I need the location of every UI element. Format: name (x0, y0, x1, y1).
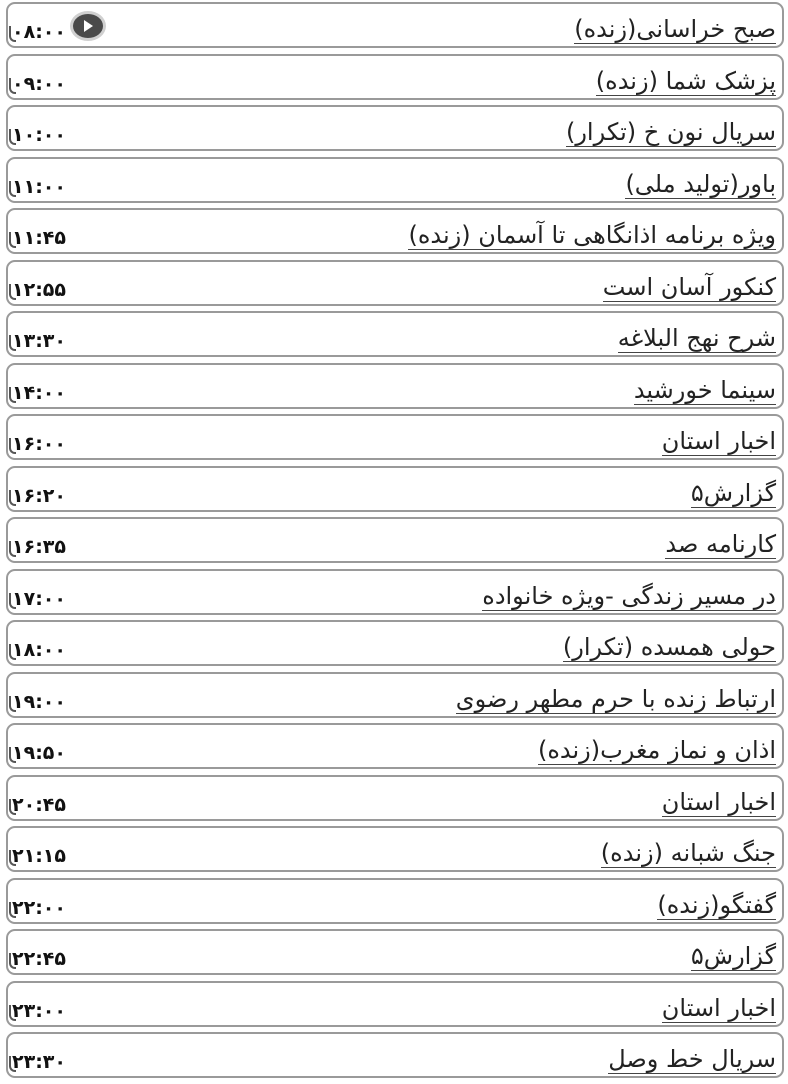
program-title: گفتگو(زنده) (657, 890, 776, 919)
program-time: ۲۳:۰۰ (12, 999, 66, 1022)
schedule-row[interactable] (6, 517, 784, 563)
program-title: پزشک شما (زنده) (595, 66, 776, 95)
schedule-row[interactable] (6, 260, 784, 306)
program-time: ۱۶:۲۰ (12, 484, 66, 507)
program-time: ۱۶:۰۰ (12, 433, 66, 455)
program-time: ۱۹:۰۰ (12, 690, 66, 713)
schedule-row[interactable] (6, 414, 784, 460)
program-title: گزارش۵ (690, 942, 776, 970)
program-title: باور(تولید ملی) (625, 169, 776, 198)
program-time: ۱۱:۴۵ (12, 227, 66, 249)
program-title: شرح نهج البلاغه (617, 324, 776, 352)
schedule-row[interactable] (6, 775, 784, 821)
program-title: اخبار استان (661, 993, 776, 1022)
program-title: در مسیر زندگی -ویژه خانواده (482, 581, 776, 610)
program-title: سریال نون خ (تکرار) (565, 118, 776, 146)
program-time: ۲۲:۴۵ (12, 948, 66, 970)
program-time: ۱۸:۰۰ (12, 639, 66, 661)
program-time: ۱۳:۳۰ (12, 330, 66, 352)
schedule-row[interactable] (6, 826, 784, 872)
play-icon (81, 19, 95, 33)
program-time: ۱۲:۵۵ (12, 278, 66, 301)
program-time: ۲۰:۴۵ (12, 793, 66, 816)
schedule-row[interactable] (6, 54, 784, 100)
schedule-row[interactable] (6, 105, 784, 151)
program-time: ۱۰:۰۰ (12, 124, 66, 146)
program-title: سینما خورشید (633, 375, 776, 404)
schedule-row[interactable] (6, 466, 784, 512)
program-title: کارنامه صد (665, 530, 776, 558)
schedule-row[interactable] (6, 1032, 784, 1078)
schedule-list (6, 2, 784, 1084)
play-button[interactable] (70, 11, 106, 41)
schedule-row[interactable] (6, 2, 784, 48)
program-title: ارتباط زنده با حرم مطهر رضوی (455, 684, 776, 713)
schedule-row[interactable] (6, 723, 784, 769)
program-title: سریال خط وصل (608, 1045, 776, 1073)
schedule-row[interactable] (6, 672, 784, 718)
program-title: حولی همسده (تکرار) (562, 633, 776, 661)
program-title: صبح خراسانی(زنده) (574, 15, 776, 43)
program-time: ۱۷:۰۰ (12, 587, 66, 610)
program-title: اخبار استان (661, 787, 776, 816)
schedule-row[interactable] (6, 208, 784, 254)
schedule-row[interactable] (6, 981, 784, 1027)
schedule-row[interactable] (6, 929, 784, 975)
program-title: اخبار استان (661, 427, 776, 455)
program-title: گزارش۵ (690, 478, 776, 507)
program-time: ۱۹:۵۰ (12, 742, 66, 764)
program-time: ۰۸:۰۰ (12, 21, 66, 43)
program-time: ۱۶:۳۵ (12, 536, 66, 558)
schedule-row[interactable] (6, 363, 784, 409)
schedule-row[interactable] (6, 620, 784, 666)
program-time: ۰۹:۰۰ (12, 72, 66, 95)
program-time: ۲۲:۰۰ (12, 896, 66, 919)
program-title: کنکور آسان است (602, 272, 776, 301)
program-time: ۲۱:۱۵ (12, 845, 66, 867)
program-title: اذان و نماز مغرب(زنده) (537, 736, 776, 764)
program-title: جنگ شبانه (زنده) (600, 839, 776, 867)
program-time: ۱۴:۰۰ (12, 381, 66, 404)
program-time: ۲۳:۳۰ (12, 1051, 66, 1073)
program-time: ۱۱:۰۰ (12, 175, 66, 198)
schedule-row[interactable] (6, 569, 784, 615)
schedule-row[interactable] (6, 157, 784, 203)
program-title: ویژه برنامه اذانگاهی تا آسمان (زنده) (408, 221, 776, 249)
schedule-row[interactable] (6, 311, 784, 357)
schedule-row[interactable] (6, 878, 784, 924)
